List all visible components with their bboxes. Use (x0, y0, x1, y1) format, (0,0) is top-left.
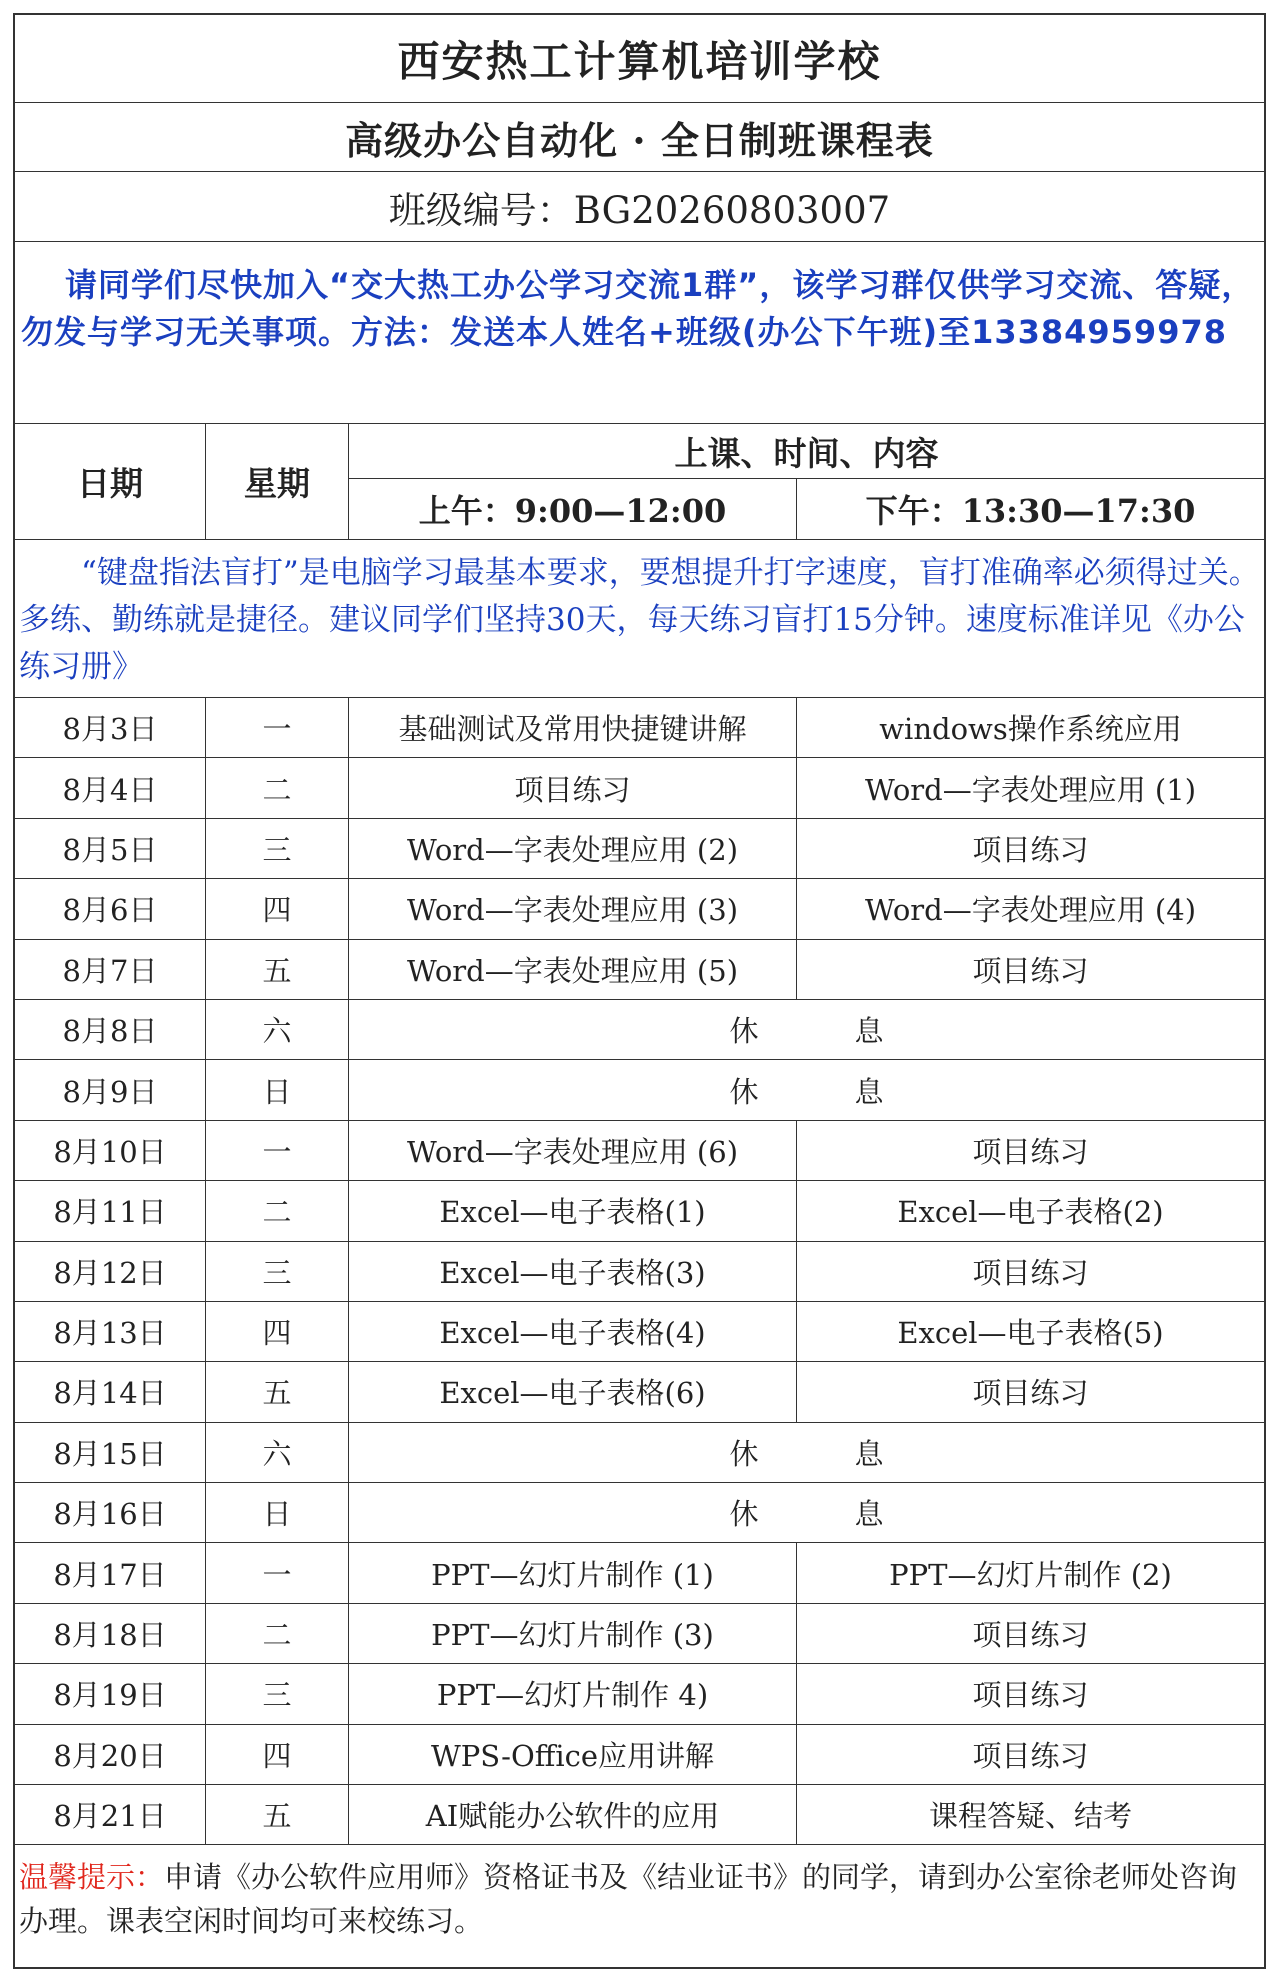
table-row (15, 698, 1264, 758)
row-date: 8月9日 (15, 1060, 206, 1119)
row-date: 8月6日 (15, 879, 206, 938)
row-date: 8月8日 (15, 1000, 206, 1059)
table-row (15, 1725, 1264, 1785)
row-morning: 项目练习 (349, 758, 797, 817)
row-date: 8月3日 (15, 698, 206, 757)
row-afternoon: PPT—幻灯片制作 (2) (889, 1557, 1172, 1592)
row-weekday: 六 (206, 1000, 349, 1059)
rest-label: 息 (854, 1014, 884, 1049)
row-date: 8月4日 (15, 758, 206, 817)
row-afternoon: Excel—电子表格(2) (897, 1195, 1164, 1230)
table-row (15, 1483, 1264, 1543)
tip-text: “键盘指法盲打”是电脑学习最基本要求，要想提升打字速度，盲打准确率必须得过关。多练、勤练就是捷径。建议同学们坚持30天，每天练习盲打15分钟。速度标准详见《办公练习册》 (19, 555, 1260, 685)
rest-label: 休 (729, 1074, 759, 1109)
row-weekday: 四 (206, 879, 349, 938)
typing-tip (15, 540, 1264, 698)
row-morning: Word—字表处理应用 (6) (349, 1121, 797, 1180)
row-weekday: 五 (206, 1785, 349, 1844)
table-row (15, 1060, 1264, 1120)
row-weekday: 一 (206, 698, 349, 757)
row-date: 8月10日 (15, 1121, 206, 1180)
row-date: 8月12日 (15, 1242, 206, 1301)
table-row (15, 1302, 1264, 1362)
table-row (15, 1604, 1264, 1664)
row-weekday: 一 (206, 1543, 349, 1602)
row-afternoon: Excel—电子表格(5) (897, 1316, 1164, 1351)
row-morning: 基础测试及常用快捷键讲解 (349, 698, 797, 757)
table-row (15, 1664, 1264, 1724)
row-afternoon: 课程答疑、结考 (928, 1799, 1132, 1834)
table-row (15, 1121, 1264, 1181)
group-notice (15, 242, 1264, 424)
table-row (15, 1785, 1264, 1845)
row-morning: PPT—幻灯片制作 4) (349, 1664, 797, 1723)
row-date: 8月21日 (15, 1785, 206, 1844)
row-date: 8月14日 (15, 1362, 206, 1421)
table-row (15, 758, 1264, 818)
row-afternoon: 项目练习 (972, 1678, 1089, 1713)
row-morning: PPT—幻灯片制作 (1) (349, 1543, 797, 1602)
table-row (15, 1543, 1264, 1603)
row-weekday: 五 (206, 1362, 349, 1421)
rest-label: 息 (854, 1074, 884, 1109)
row-afternoon: Word—字表处理应用 (1) (864, 772, 1197, 807)
row-date: 8月7日 (15, 940, 206, 999)
row-afternoon: windows操作系统应用 (879, 712, 1182, 747)
row-morning: Word—字表处理应用 (2) (349, 819, 797, 878)
footer-note (15, 1845, 1264, 1943)
header-content: 上课、时间、内容 (349, 424, 1264, 479)
table-row (15, 940, 1264, 1000)
table-row (15, 1000, 1264, 1060)
rest-label: 息 (854, 1497, 884, 1532)
row-afternoon: 项目练习 (972, 953, 1089, 988)
row-weekday: 三 (206, 1242, 349, 1301)
row-weekday: 二 (206, 1181, 349, 1240)
header-content-group (349, 424, 1264, 539)
row-date: 8月18日 (15, 1604, 206, 1663)
row-date: 8月17日 (15, 1543, 206, 1602)
rest-day (349, 1000, 1264, 1059)
row-morning: Excel—电子表格(1) (349, 1181, 797, 1240)
row-date: 8月11日 (15, 1181, 206, 1240)
header-morning: 上午：9:00—12:00 (349, 479, 797, 539)
table-row (15, 1362, 1264, 1422)
row-weekday: 三 (206, 819, 349, 878)
class-number: 班级编号：BG20260803007 (15, 172, 1264, 242)
row-morning: Word—字表处理应用 (3) (349, 879, 797, 938)
row-weekday: 四 (206, 1725, 349, 1784)
row-morning: PPT—幻灯片制作 (3) (349, 1604, 797, 1663)
row-weekday: 二 (206, 1604, 349, 1663)
row-afternoon: Word—字表处理应用 (4) (864, 893, 1197, 928)
header-sessions (349, 479, 1264, 539)
rest-day (349, 1423, 1264, 1482)
row-weekday: 四 (206, 1302, 349, 1361)
rest-day (349, 1060, 1264, 1119)
row-weekday: 二 (206, 758, 349, 817)
rest-label: 息 (854, 1436, 884, 1471)
row-afternoon: 项目练习 (972, 832, 1089, 867)
row-morning: Excel—电子表格(3) (349, 1242, 797, 1301)
row-morning: Excel—电子表格(6) (349, 1362, 797, 1421)
row-date: 8月16日 (15, 1483, 206, 1542)
header-weekday: 星期 (206, 424, 349, 539)
table-row (15, 1242, 1264, 1302)
row-morning: WPS-Office应用讲解 (349, 1725, 797, 1784)
table-header (15, 424, 1264, 540)
row-afternoon: 项目练习 (972, 1134, 1089, 1169)
row-afternoon: 项目练习 (972, 1255, 1089, 1290)
schedule-body (15, 698, 1264, 1845)
row-date: 8月20日 (15, 1725, 206, 1784)
rest-label: 休 (729, 1436, 759, 1471)
schedule-sheet (13, 13, 1266, 1969)
row-weekday: 三 (206, 1664, 349, 1723)
rest-day (349, 1483, 1264, 1542)
row-date: 8月5日 (15, 819, 206, 878)
row-weekday: 五 (206, 940, 349, 999)
row-weekday: 六 (206, 1423, 349, 1482)
row-afternoon: 项目练习 (972, 1618, 1089, 1653)
row-date: 8月19日 (15, 1664, 206, 1723)
header-date: 日期 (15, 424, 206, 539)
rest-label: 休 (729, 1014, 759, 1049)
row-weekday: 日 (206, 1483, 349, 1542)
school-name: 西安热工计算机培训学校 (15, 15, 1264, 103)
row-date: 8月13日 (15, 1302, 206, 1361)
footer-label: 温馨提示： (19, 1860, 165, 1895)
row-morning: AI赋能办公软件的应用 (349, 1785, 797, 1844)
row-weekday: 日 (206, 1060, 349, 1119)
table-row (15, 1181, 1264, 1241)
row-afternoon: 项目练习 (972, 1376, 1089, 1411)
rest-label: 休 (729, 1497, 759, 1532)
row-morning: Excel—电子表格(4) (349, 1302, 797, 1361)
table-row (15, 879, 1264, 939)
row-morning: Word—字表处理应用 (5) (349, 940, 797, 999)
row-date: 8月15日 (15, 1423, 206, 1482)
notice-text: 请同学们尽快加入“交大热工办公学习交流1群”，该学习群仅供学习交流、答疑，勿发与学习无关事项。方法：发送本人姓名+班级(办公下午班)至13384959978 (21, 266, 1255, 351)
table-row (15, 819, 1264, 879)
table-row (15, 1423, 1264, 1483)
row-weekday: 一 (206, 1121, 349, 1180)
footer-text: 申请《办公软件应用师》资格证书及《结业证书》的同学，请到办公室徐老师处咨询办理。课表空闲时间均可来校练习。 (19, 1860, 1238, 1939)
header-afternoon: 下午：13:30—17:30 (865, 492, 1196, 530)
course-title: 高级办公自动化 · 全日制班课程表 (15, 103, 1264, 172)
row-afternoon: 项目练习 (972, 1738, 1089, 1773)
